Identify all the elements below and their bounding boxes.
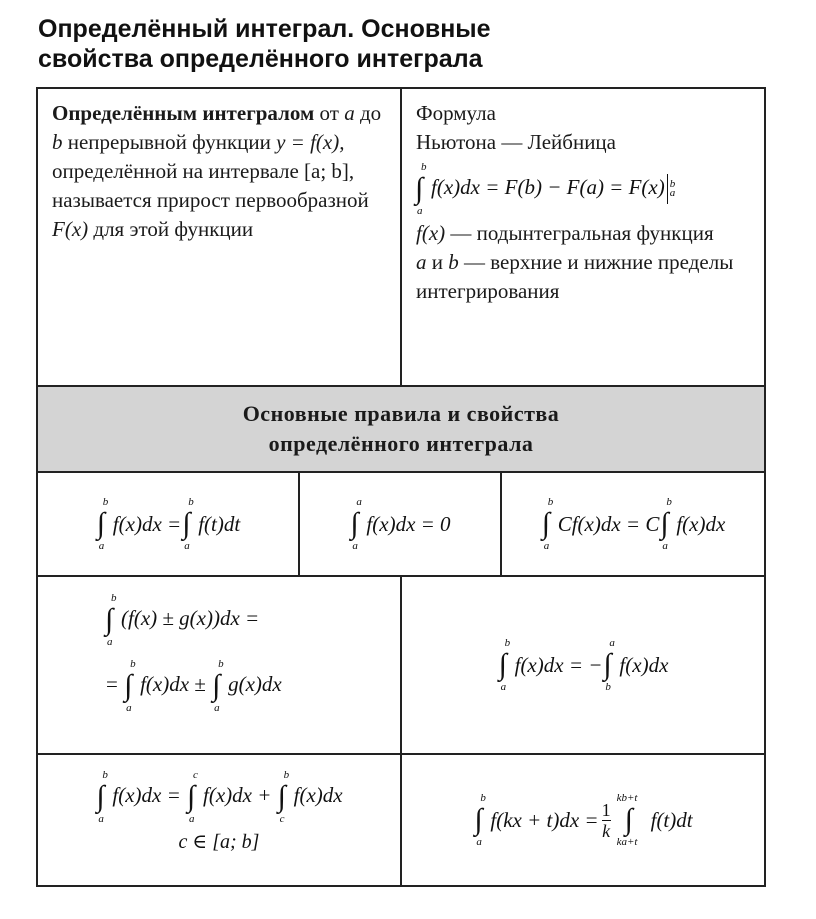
newton-note-limits: a и b — верхние и нижние пределы интегрирования (416, 250, 734, 303)
rule-3-formula: ∫ b a Cf(x)dx = C ∫ b a f(x)dx (541, 496, 726, 552)
title-line-2: свойства определённого интеграла (38, 45, 483, 73)
title-line-1: Определённый интеграл. Основные (38, 15, 491, 43)
rule-4-line-2: = ∫ b a f(x)dx ± ∫ b a g(x)dx (106, 658, 282, 714)
rule-6-formula (36, 769, 402, 854)
rule-4-formula (104, 592, 394, 714)
newton-heading-1: Формула (416, 101, 496, 125)
rule-6-condition: c ∈ [a; b] (178, 831, 260, 853)
rule-4-line-1: ∫ b a (f(x) ± g(x))dx = (105, 592, 260, 648)
integral-sign: ∫ b a (96, 496, 109, 552)
rule-1-formula: ∫ b a f(x)dx = ∫ b a f(t)dt (96, 496, 241, 552)
newton-leibniz-cell (400, 87, 766, 387)
integral-sign: ∫ b a (105, 592, 117, 648)
rule-7-formula: ∫ b a f(kx + t)dx = $\frac{1}{k}$ ∫ kb+t ka+t f(t)dt (474, 792, 693, 848)
rule-6-line-1: ∫ b a f(x)dx = ∫ c a f(x)dx + ∫ b c f(x)dx (96, 769, 343, 825)
newton-heading-2: Ньютона — Лейбница (416, 130, 616, 154)
integral-sign: ∫ kb+t ka+t (616, 792, 638, 848)
newton-note-integrand: f(x) — подынтегральная функция (416, 221, 714, 245)
integral-sign: ∫ b a (182, 496, 194, 552)
integral-sign: ∫ a a (350, 496, 362, 552)
integral-sign: ∫ b a (498, 637, 511, 693)
rules-header (36, 385, 766, 473)
rule-2-formula: ∫ a a f(x)dx = 0 (350, 496, 451, 552)
rules-header-line-2: определённого интеграла (268, 431, 534, 456)
integral-sign: ∫ b a (541, 496, 554, 552)
integral-sign: ∫ b a (660, 496, 672, 552)
newton-leibniz-formula: ∫ b a f(x)dx = F(b) − F(a) = F(x) b a (414, 165, 756, 213)
integral-sign: ∫ b a (415, 161, 427, 217)
integral-sign: ∫ c a (187, 769, 198, 825)
definition-term: Определённым интегралом (52, 101, 315, 125)
integral-sign: ∫ b c (277, 769, 290, 825)
page-title (38, 14, 778, 74)
integral-sign: ∫ b a (212, 658, 224, 714)
definition-cell: Определённым интегралом от a до b непрерывной функции y = f(x), определённой на интервале [a; b], называется прирост первообразной F(x) для этой функции (36, 87, 402, 387)
integral-sign: ∫ b a (124, 658, 136, 714)
integral-sign: ∫ a b (603, 637, 615, 693)
integral-sign: ∫ b a (96, 769, 108, 825)
integral-sign: ∫ b a (474, 792, 486, 848)
rules-header-line-1: Основные правила и свойства (242, 401, 560, 426)
rule-5-formula: ∫ b a f(x)dx = − ∫ a b f(x)dx (498, 637, 669, 693)
fraction-one-over-k: $\frac{1}{k}$ (601, 799, 611, 841)
